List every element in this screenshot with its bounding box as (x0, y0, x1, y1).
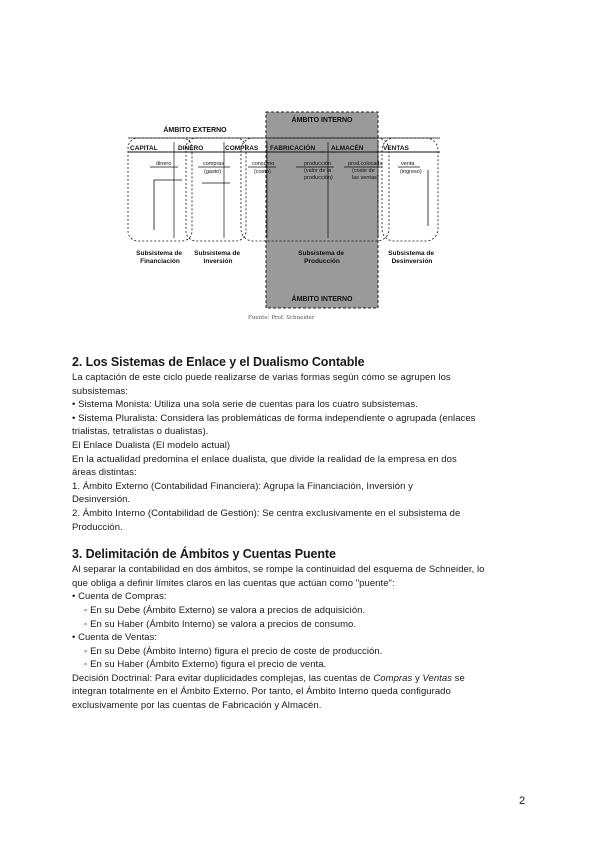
header-compras: COMPRAS (225, 145, 259, 152)
subheading-enlace-dualista: El Enlace Dualista (El modelo actual) (72, 439, 231, 451)
schneider-diagram (120, 108, 460, 323)
label-valor: (valor de la (304, 168, 332, 174)
subsystem-desinversion: Subsistema de Desinversión (388, 250, 435, 265)
subsystem-financiacion: Subsistema de Financiación (136, 250, 183, 265)
sub-bullet: ◦ En su Haber (Ámbito Interno) se valora a precios de consumo. (84, 618, 357, 630)
bullet-ventas: • Cuenta de Ventas: (72, 632, 158, 644)
text-line: que obliga a definir límites claros en las cuentas que actúan como "puente": (72, 577, 395, 589)
numbered-item-1: 1. Ámbito Externo (Contabilidad Financiera): Agrupa la Financiación, Inversión y (72, 480, 413, 492)
label-ingreso: (ingreso) (400, 169, 422, 175)
text-line: Producción. (72, 521, 123, 533)
header-almacen: ALMACÉN (331, 145, 364, 152)
text-line: subsistemas: (72, 385, 129, 397)
label-consumo: consumo (252, 161, 275, 167)
text-line: exclusivamente por las cuentas de Fabricación y Almacén. (72, 700, 322, 712)
section-3-lines (72, 563, 532, 713)
section-2-title: 2. Los Sistemas de Enlace y el Dualismo Contable (72, 355, 365, 369)
ambito-interno-top-label: ÁMBITO INTERNO (291, 117, 353, 124)
label-gasto: (gasto) (204, 169, 222, 175)
label-produccion-2: producción) (304, 175, 333, 181)
label-dinero: dinero (156, 161, 172, 167)
figure-caption: Fuente: Prof. Schneider (248, 315, 315, 321)
label-prodcol: prod.colocada (348, 161, 383, 167)
label-compras: compras (203, 161, 225, 167)
ambito-interno-box (266, 112, 378, 308)
oval-desinversion (382, 138, 438, 241)
header-ventas: VENTAS (383, 145, 409, 152)
text-line: trialistas, tetralistas o dualistas). (72, 426, 209, 438)
header-capital: CAPITAL (130, 145, 158, 152)
ambito-interno-bottom-label: ÁMBITO INTERNO (291, 296, 353, 303)
decision-doctrinal: Decisión Doctrinal: Para evitar duplicidades complejas, las cuentas de Compras y Ventas se (72, 672, 465, 684)
text-line: La captación de este ciclo puede realizarse de varias formas según cómo se agrupen los (72, 372, 451, 383)
sub-bullet: ◦ En su Debe (Ámbito Interno) figura el precio de coste de producción. (84, 645, 383, 657)
section-2-lines (72, 371, 532, 534)
bullet-pluralista: • Sistema Pluralista: Considera las problemáticas de forma independiente o agrupada (enlaces (72, 412, 476, 424)
label-coste: (coste de (352, 168, 375, 174)
oval-financiacion (128, 138, 192, 241)
label-ventas-coste: las ventas) (352, 175, 379, 181)
ambito-externo-label: ÁMBITO EXTERNO (163, 127, 227, 134)
label-costo: (costo) (254, 169, 271, 175)
bullet-monista: • Sistema Monista: Utiliza una sola serie de cuentas para los cuatro subsistemas. (72, 399, 418, 411)
text-line: Al separar la contabilidad en dos ámbitos, se rompe la continuidad del esquema de Schneider, lo (72, 564, 485, 576)
section-3-title: 3. Delimitación de Ámbitos y Cuentas Puente (72, 547, 336, 562)
text-line: integran totalmente en el Ámbito Externo. Por tanto, el Ámbito Interno queda configurado (72, 686, 451, 698)
subsystem-produccion: Subsistema de Producción (298, 250, 345, 265)
sub-bullet: ◦ En su Debe (Ámbito Externo) se valora a precios de adquisición. (84, 604, 366, 616)
bullet-compras: • Cuenta de Compras: (72, 591, 167, 603)
document-body (72, 355, 532, 713)
sub-bullet: ◦ En su Haber (Ámbito Externo) figura el precio de venta. (84, 659, 327, 671)
numbered-item-2: 2. Ámbito Interno (Contabilidad de Gestión): Se centra exclusivamente en el subsistema de (72, 507, 461, 519)
text-line: áreas distintas: (72, 467, 137, 479)
label-produccion: producción (304, 161, 331, 167)
page-number: 2 (519, 795, 526, 807)
oval-inversion (186, 138, 246, 241)
text-line: Desinversión. (72, 494, 131, 506)
text-line: En la actualidad predomina el enlace dualista, que divide la realidad de la empresa en dos (72, 453, 457, 465)
label-venta: venta (401, 161, 415, 167)
header-fabricacion: FABRICACIÓN (270, 145, 316, 152)
subsystem-inversion: Subsistema de Inversión (194, 250, 241, 265)
header-dinero: DINERO (178, 145, 204, 152)
